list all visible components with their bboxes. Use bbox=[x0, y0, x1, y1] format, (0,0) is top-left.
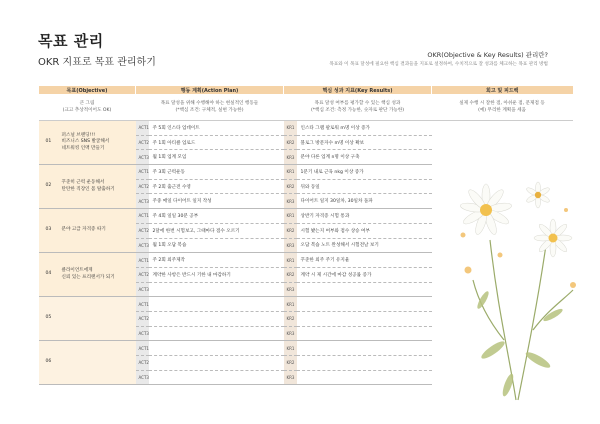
objective-text: 클라이언트에게 bbox=[61, 268, 93, 274]
action-plan-cell[interactable]: 주 5회 인스타 업데이트 bbox=[149, 121, 284, 136]
key-result-cell[interactable] bbox=[297, 311, 432, 326]
action-plan-cell[interactable]: 2달에 한번 시험보고, 그때마다 점수 오르기 bbox=[149, 223, 284, 238]
key-result-cell[interactable]: 꾸준한 외주 주기 유지율 bbox=[297, 253, 432, 268]
action-plan-cell[interactable] bbox=[149, 282, 284, 297]
objective-text: 비즈니스 SNS 발굴해서 bbox=[61, 139, 110, 145]
action-plan-cell[interactable]: 주 2회 출근전 수영 bbox=[149, 179, 284, 194]
objective-text: 네트워킹 인맥 만들기 bbox=[61, 145, 105, 151]
action-plan-cell[interactable]: 주 4회 일일 30분 공부 bbox=[149, 209, 284, 224]
okr-question: OKR(Objective & Key Results) 관리란? bbox=[427, 51, 548, 59]
objective-cell[interactable] bbox=[39, 209, 136, 253]
act-code: ACT1 bbox=[136, 209, 149, 224]
action-desc: 목표 달성을 위해 수행해야 하는 현실적인 행동들 (*핵심 조건: 구체적, 실현 가능한) bbox=[136, 94, 284, 121]
stem-icon bbox=[473, 240, 573, 400]
flower-illustration-icon bbox=[438, 150, 588, 410]
objective-number: 04 bbox=[45, 271, 52, 277]
kr-code: KR3 bbox=[284, 370, 297, 385]
kr-code: KR1 bbox=[284, 165, 297, 180]
objective-desc: 큰 그림 (크고 추상적이어도 OK) bbox=[39, 94, 136, 121]
kr-code: KR3 bbox=[284, 326, 297, 341]
action-plan-cell[interactable] bbox=[149, 326, 284, 341]
act-code: ACT2 bbox=[136, 311, 149, 326]
objective-text: 퍼스널 브랜딩!!! bbox=[61, 132, 96, 138]
kr-code: KR1 bbox=[284, 121, 297, 136]
key-result-cell[interactable]: 분야 다른 업계 n명 이상 구축 bbox=[297, 150, 432, 165]
act-code: ACT2 bbox=[136, 356, 149, 371]
objective-text: 꾸준히 근력 운동해서 bbox=[61, 180, 105, 186]
action-plan-cell[interactable]: 주 3회 근력운동 bbox=[149, 165, 284, 180]
key-result-cell[interactable] bbox=[297, 356, 432, 371]
objective-number: 02 bbox=[45, 183, 52, 189]
key-result-cell[interactable] bbox=[297, 341, 432, 356]
kr-code: KR1 bbox=[284, 341, 297, 356]
act-code: ACT1 bbox=[136, 297, 149, 312]
action-plan-cell[interactable]: 월 1회 오답 복습 bbox=[149, 238, 284, 253]
objective-cell[interactable] bbox=[39, 341, 136, 385]
objective-cell[interactable] bbox=[39, 297, 136, 341]
action-plan-cell[interactable] bbox=[149, 370, 284, 385]
objective-number: 01 bbox=[45, 139, 52, 145]
objective-text: 분야 고급 자격증 따기 bbox=[61, 226, 106, 232]
objective-number: 05 bbox=[45, 314, 52, 320]
action-plan-cell[interactable] bbox=[149, 341, 284, 356]
act-code: ACT3 bbox=[136, 150, 149, 165]
description-row bbox=[39, 94, 573, 121]
key-result-cell[interactable] bbox=[297, 370, 432, 385]
key-result-cell[interactable]: 인스타 그램 팔로워 m명 이상 증가 bbox=[297, 121, 432, 136]
header-objective: 목표(Objective) bbox=[39, 86, 136, 94]
daisy-icon bbox=[460, 182, 572, 257]
act-code: ACT2 bbox=[136, 223, 149, 238]
key-result-cell[interactable]: 시험 봤는지 여부와 점수 상승 여부 bbox=[297, 223, 432, 238]
okr-description: 목표와 이 목표 달성에 필요한 핵심 결과들을 지표로 설정하여, 수치적으로 잘 성과를 체크하는 목표 관리 방법 bbox=[329, 62, 548, 67]
act-code: ACT3 bbox=[136, 238, 149, 253]
kr-code: KR2 bbox=[284, 135, 297, 150]
key-result-cell[interactable] bbox=[297, 282, 432, 297]
act-code: ACT2 bbox=[136, 135, 149, 150]
kr-code: KR3 bbox=[284, 150, 297, 165]
act-code: ACT1 bbox=[136, 165, 149, 180]
act-code: ACT2 bbox=[136, 179, 149, 194]
objective-text: 탄탄한 직장인 몸 탈출하기 bbox=[61, 186, 115, 192]
table-row bbox=[39, 121, 573, 136]
kr-code: KR2 bbox=[284, 223, 297, 238]
kr-code: KR1 bbox=[284, 209, 297, 224]
header-retrospective: 회고 및 피드백 bbox=[432, 86, 573, 94]
objective-cell[interactable] bbox=[39, 121, 136, 165]
kr-code: KR2 bbox=[284, 179, 297, 194]
action-plan-cell[interactable]: 주중 매일 다이어트 일지 작성 bbox=[149, 194, 284, 209]
key-result-cell[interactable]: 다이어트 일지 30일차, 30일차 돌파 bbox=[297, 194, 432, 209]
kr-code: KR2 bbox=[284, 267, 297, 282]
action-plan-cell[interactable]: 주 1회 아티클 업로드 bbox=[149, 135, 284, 150]
retro-desc: 실제 수행 시 잘한 점, 아쉬운 점, 문제점 등 (예) 무리한 계획을 세움 bbox=[432, 94, 573, 121]
key-result-cell[interactable]: 블로그 방문자수 m명 이상 확보 bbox=[297, 135, 432, 150]
page-subtitle: OKR 지표로 목표 관리하기 bbox=[38, 57, 156, 68]
action-plan-cell[interactable] bbox=[149, 297, 284, 312]
key-result-cell[interactable]: 계약 시 제 시간에 마감 성공률 증가 bbox=[297, 267, 432, 282]
objective-text: 신뢰 있는 프리랜서가 되기 bbox=[61, 274, 115, 280]
key-result-cell[interactable]: 오답 복습 노트 완성해서 시험전날 보기 bbox=[297, 238, 432, 253]
kr-code: KR2 bbox=[284, 311, 297, 326]
action-plan-cell[interactable] bbox=[149, 311, 284, 326]
key-result-cell[interactable]: 상반기 자격증 시험 통과 bbox=[297, 209, 432, 224]
leaf-icon bbox=[475, 290, 564, 398]
action-plan-cell[interactable]: 주 2회 외주제작 bbox=[149, 253, 284, 268]
key-result-cell[interactable]: 1분기 내로 근육 nkg 이상 증가 bbox=[297, 165, 432, 180]
kr-code: KR1 bbox=[284, 297, 297, 312]
act-code: ACT3 bbox=[136, 194, 149, 209]
key-result-cell[interactable] bbox=[297, 297, 432, 312]
act-code: ACT1 bbox=[136, 341, 149, 356]
action-plan-cell[interactable] bbox=[149, 356, 284, 371]
objective-number: 06 bbox=[45, 358, 52, 364]
header-action-plan: 행동 계획(Action Plan) bbox=[136, 86, 284, 94]
kr-code: KR3 bbox=[284, 194, 297, 209]
kr-code: KR3 bbox=[284, 282, 297, 297]
act-code: ACT3 bbox=[136, 282, 149, 297]
kr-code: KR3 bbox=[284, 238, 297, 253]
objective-cell[interactable] bbox=[39, 165, 136, 209]
kr-desc: 목표 달성 여부를 평가할 수 있는 핵심 성과 (*핵심 조건: 측정 가능한, 숫자로 판단 가능한) bbox=[284, 94, 432, 121]
act-code: ACT2 bbox=[136, 267, 149, 282]
act-code: ACT1 bbox=[136, 253, 149, 268]
header-key-results: 핵심 성과 지표(Key Results) bbox=[284, 86, 432, 94]
page-title: 목표 관리 bbox=[38, 32, 104, 50]
action-plan-cell[interactable]: 월 1회 업계 모임 bbox=[149, 150, 284, 165]
act-code: ACT1 bbox=[136, 121, 149, 136]
action-plan-cell[interactable]: 계약한 사항은 반드시 기한 내 마감하기 bbox=[149, 267, 284, 282]
key-result-cell[interactable] bbox=[297, 326, 432, 341]
objective-number: 03 bbox=[45, 226, 52, 232]
act-code: ACT3 bbox=[136, 370, 149, 385]
objective-cell[interactable] bbox=[39, 253, 136, 297]
kr-code: KR1 bbox=[284, 253, 297, 268]
key-result-cell[interactable]: 뒤와 동일 bbox=[297, 179, 432, 194]
kr-code: KR2 bbox=[284, 356, 297, 371]
act-code: ACT3 bbox=[136, 326, 149, 341]
